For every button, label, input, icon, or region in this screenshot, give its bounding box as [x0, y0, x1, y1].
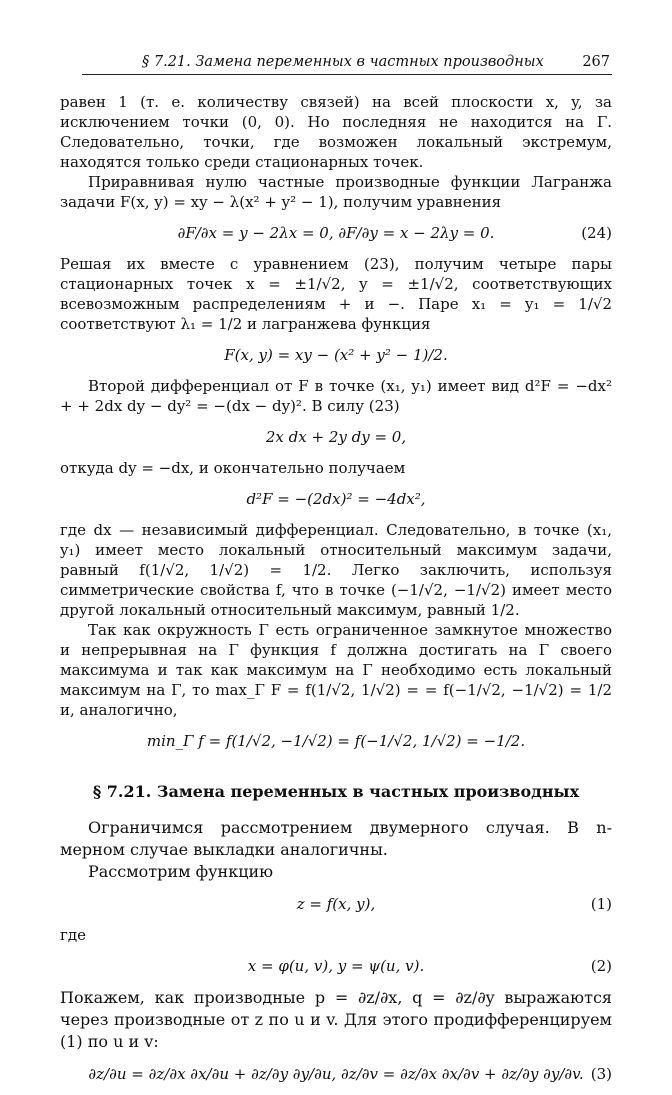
minimum-formula-body: min_Γ f = f(1/√2, −1/√2) = f(−1/√2, 1/√2) = −1/2.	[146, 732, 526, 750]
equation-24-body: ∂F/∂x = y − 2λx = 0, ∂F/∂y = x − 2λy = 0.	[177, 224, 495, 242]
lagrange-function-body: F(x, y) = xy − (x² + y² − 1)/2.	[224, 346, 448, 364]
equation-2-number: (2)	[590, 957, 612, 975]
second-differential-body: d²F = −(2dx)² = −4dx²,	[246, 490, 426, 508]
equation-1-body: z = f(x, y),	[296, 895, 376, 913]
paragraph-9: Рассмотрим функцию	[88, 862, 274, 881]
page-body	[60, 92, 612, 1095]
paragraph-2: Приравнивая нулю частные производные функции Лагранжа задачи F(x, y) = xy − λ(x² + y² − 1), получим уравнения	[60, 173, 612, 211]
equation-24	[60, 222, 612, 244]
page-header	[82, 50, 612, 75]
equation-3-body: ∂z/∂u = ∂z/∂x ∂x/∂u + ∂z/∂y ∂y/∂u, ∂z/∂v = ∂z/∂x ∂x/∂v + ∂z/∂y ∂y/∂v.	[88, 1065, 584, 1083]
page-number: 267	[582, 54, 610, 70]
paragraph-11: Покажем, как производные p = ∂z/∂x, q = ∂z/∂y выражаются через производные от z по u и v. Для этого продифференцируем (1) по u и v:	[60, 988, 612, 1051]
paragraph-4: Второй дифференциал от F в точке (x₁, y₁) имеет вид d²F = −dx² + + 2dx dy − dy² = −(dx − dy)². В силу (23)	[60, 377, 612, 415]
paragraph-8: Ограничимся рассмотрением двумерного случая. В n-мерном случае выкладки аналогичны.	[60, 818, 612, 859]
equation-2	[60, 955, 612, 977]
running-title: § 7.21. Замена переменных в частных производных	[142, 54, 544, 70]
paragraph-10: где	[60, 926, 86, 944]
equation-3	[60, 1063, 612, 1085]
paragraph-3: Решая их вместе с уравнением (23), получим четыре пары стационарных точек x = ±1/√2, y = ±1/√2, соответствующих всевозможным распределениям + и −. Паре x₁ = y₁ = 1/√2 соответствуют λ₁ = 1/2 и лагранжева функция	[60, 255, 612, 333]
paragraph-6: где dx — независимый дифференциал. Следовательно, в точке (x₁, y₁) имеет место локальный относительный максимум задачи, равный f(1/√2, 1/√2) = 1/2. Легко заключить, используя симметрические свойства f, что в точке (−1/√2, −1/√2) имеет место другой локальный относительный максимум, равный 1/2.	[60, 521, 612, 619]
equation-1	[60, 893, 612, 915]
paragraph-7: Так как окружность Γ есть ограниченное замкнутое множество и непрерывная на Γ функция f должна достигать на Γ своего максимума и так как максимум на Γ необходимо есть локальный максимум на Γ, то max_Γ F = f(1/√2, 1/√2) = = f(−1/√2, −1/√2) = 1/2 и, аналогично,	[60, 621, 612, 719]
lagrange-function	[60, 344, 612, 366]
equation-24-number: (24)	[581, 224, 612, 242]
section-title: § 7.21. Замена переменных в частных производных	[92, 782, 580, 801]
differential-equation-body: 2x dx + 2y dy = 0,	[265, 428, 407, 446]
differential-equation	[60, 426, 612, 448]
equation-2-body: x = φ(u, v), y = ψ(u, v).	[247, 957, 425, 975]
equation-1-number: (1)	[590, 895, 612, 913]
minimum-formula	[60, 730, 612, 752]
equation-3-number: (3)	[590, 1065, 612, 1083]
second-differential	[60, 488, 612, 510]
paragraph-1: равен 1 (т. е. количеству связей) на всей плоскости x, y, за исключением точки (0, 0). Но последняя не находится на Γ. Следовательно, точки, где возможен локальный экстремум, находятся только среди стационарных точек.	[60, 93, 612, 171]
paragraph-5: откуда dy = −dx, и окончательно получаем	[60, 459, 406, 477]
